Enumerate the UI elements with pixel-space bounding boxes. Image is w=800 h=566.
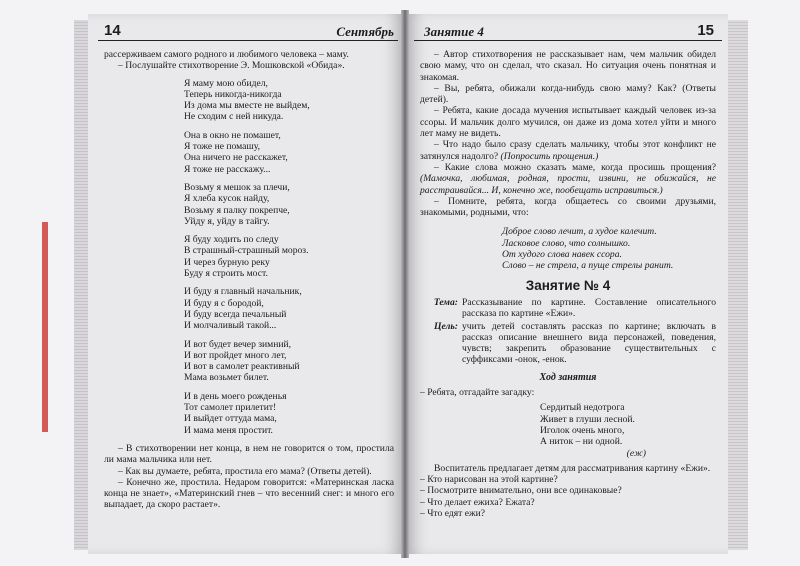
- listen-line: – Послушайте стихотворение Э. Мошковской «Обида».: [118, 60, 345, 72]
- question-line: – Кто нарисован на этой картине?: [420, 474, 558, 486]
- left-header: [100, 22, 400, 42]
- poem-line: Не сходим с ней никуда.: [184, 111, 284, 123]
- poem-line: Буду я строить мост.: [184, 268, 268, 280]
- paragraph: [420, 162, 716, 196]
- paragraph: – Помните, ребята, когда общаетесь со своими друзьями, знакомыми, родными, что:: [420, 195, 716, 219]
- answer-italic: (Мамочка, любимая, родная, прости, извини, не обижайся, не расстраивайся... И, конечно же, пообещать исправиться.): [420, 173, 716, 196]
- right-header-rule: [414, 40, 722, 41]
- goals-text: учить детей составлять рассказ по картине; включать в рассказ описание внешнего вида персонажей, поведения, чувств; закрепить образование существительных с суффиксами -онок, -енок.: [462, 320, 716, 366]
- course-title: Ход занятия: [539, 371, 597, 383]
- book-gutter: [401, 10, 409, 558]
- right-running-title: Занятие 4: [424, 24, 484, 39]
- left-running-title: Сентябрь: [336, 24, 394, 39]
- poem-line: И в день моего рожденья: [184, 390, 287, 402]
- riddle-line: Иголок очень много,: [540, 424, 625, 436]
- poem-line: Возьму я палку покрепче,: [184, 204, 290, 216]
- poem-line: И вот в самолет реактивный: [184, 361, 300, 373]
- poem-line: Я тоже не помашу,: [184, 141, 261, 153]
- paragraph: – Вы, ребята, обижали когда-нибудь свою маму? Как? (Ответы детей).: [420, 82, 716, 106]
- poem-line: И буду всегда печальный: [184, 308, 287, 320]
- poem-line: Из дома мы вместе не выйдем,: [184, 100, 310, 112]
- theme-label: Тема:: [433, 296, 458, 308]
- riddle-line: А ниток – ни одной.: [540, 436, 623, 448]
- poem-line: В страшный-страшный мороз.: [184, 245, 309, 257]
- poem: [104, 78, 394, 436]
- answer-italic: (Попросить прощения.): [500, 150, 599, 162]
- poem-line: Она ничего не расскажет,: [184, 152, 288, 164]
- riddle-line: Живет в глуши лесной.: [540, 413, 635, 425]
- poem-line: Я буду ходить по следу: [184, 234, 279, 246]
- poem-stanza: [184, 78, 394, 123]
- poem-stanza: [184, 182, 394, 227]
- theme-text: Рассказывание по картине. Составление описательного рассказа по картине «Ежи».: [462, 296, 716, 320]
- poem-stanza: [184, 391, 394, 436]
- intro-line: рассерживаем самого родного и любимого человека – маму.: [104, 49, 349, 60]
- right-page-text: [420, 49, 716, 519]
- saying-line: Ласковое слово, что солнышко.: [502, 237, 631, 249]
- saying-line: От худого слова навек ссора.: [502, 249, 622, 261]
- left-page-text: [104, 49, 394, 511]
- poem-line: Тот самолет прилетит!: [184, 402, 277, 414]
- poem-line: И через бурную реку: [184, 256, 270, 268]
- paragraph: – В стихотворении нет конца, в нем не говорится о том, простила ли мама мальчика или нет.: [104, 442, 394, 466]
- page-edges-right: [726, 20, 748, 550]
- poem-stanza: [184, 234, 394, 279]
- poem-line: Я маму мою обидел,: [184, 77, 268, 89]
- poem-line: Мама возьмет билет.: [184, 372, 269, 384]
- lesson-title: Занятие № 4: [525, 277, 611, 293]
- poem-line: И вот пройдет много лет,: [184, 349, 287, 361]
- poem-line: И вот будет вечер зимний,: [184, 338, 292, 350]
- riddle-line: Сердитый недотрога: [540, 402, 625, 414]
- right-page-number: 15: [697, 22, 714, 39]
- left-header-rule: [98, 40, 398, 41]
- paragraph: – Автор стихотворения не рассказывает нам, чем мальчик обидел свою маму, что он сделал, что сказал. Но ситуация очень понятная и знакомая.: [420, 49, 716, 83]
- riddle-intro: – Ребята, отгадайте загадку:: [420, 387, 535, 399]
- paragraph: – Конечно же, простила. Недаром говорится: «Материнская ласка конца не знает», «Материнский гнев – что весенний снег: и много его выпадает, да скоро растает».: [104, 476, 394, 511]
- question-line: – Что едят ежи?: [420, 507, 485, 519]
- left-page-number: 14: [104, 22, 121, 39]
- saying-line: Слово – не стрела, а пуще стрелы ранит.: [502, 260, 674, 272]
- sayings: [502, 226, 716, 271]
- question-line: – Что делает ежиха? Ежата?: [420, 496, 535, 508]
- question-text: – Что надо было сразу сделать мальчику, чтобы этот конфликт не затянулся надолго?: [420, 139, 716, 162]
- poem-line: Возьму я мешок за плечи,: [184, 181, 290, 193]
- poem-line: Теперь никогда-никогда: [184, 88, 282, 100]
- questions: [420, 474, 716, 519]
- poem-line: И буду я с бородой,: [184, 297, 264, 309]
- poem-line: Уйду я, уйду в тайгу.: [184, 215, 270, 227]
- paragraph: Воспитатель предлагает детям для рассматривания картину «Ежи».: [434, 462, 711, 474]
- poem-line: Я тоже не расскажу...: [184, 163, 271, 175]
- poem-line: Она в окно не помашет,: [184, 129, 281, 141]
- paragraph: – Как вы думаете, ребята, простила его мама? (Ответы детей).: [118, 465, 372, 477]
- right-header: [416, 22, 722, 42]
- poem-line: И буду я главный начальник,: [184, 286, 302, 298]
- poem-stanza: [184, 130, 394, 175]
- red-bookmark: [42, 222, 48, 432]
- poem-line: И мама меня простит.: [184, 424, 273, 436]
- poem-stanza: [184, 286, 394, 331]
- poem-line: Я хлеба кусок найду,: [184, 193, 270, 205]
- question-line: – Посмотрите внимательно, они все одинаковые?: [420, 485, 622, 497]
- riddle-answer: (еж): [626, 447, 646, 459]
- goals-label: Цель:: [434, 320, 458, 332]
- paragraph: [420, 139, 716, 162]
- poem-line: И молчаливый такой...: [184, 320, 277, 332]
- saying-line: Доброе слово лечит, а худое калечит.: [502, 226, 657, 238]
- question-text: – Какие слова можно сказать маме, когда просишь прощения?: [434, 161, 716, 173]
- riddle: [540, 402, 716, 447]
- theme-row: [420, 297, 716, 320]
- goals-row: [420, 321, 716, 366]
- poem-stanza: [184, 339, 394, 384]
- paragraph: – Ребята, какие досада мучения испытывает каждый человек из-за ссоры. И мальчик долго мучился, он даже из дома хотел уйти и много лет маму не видеть.: [420, 105, 716, 140]
- poem-line: И выйдет оттуда мама,: [184, 413, 277, 425]
